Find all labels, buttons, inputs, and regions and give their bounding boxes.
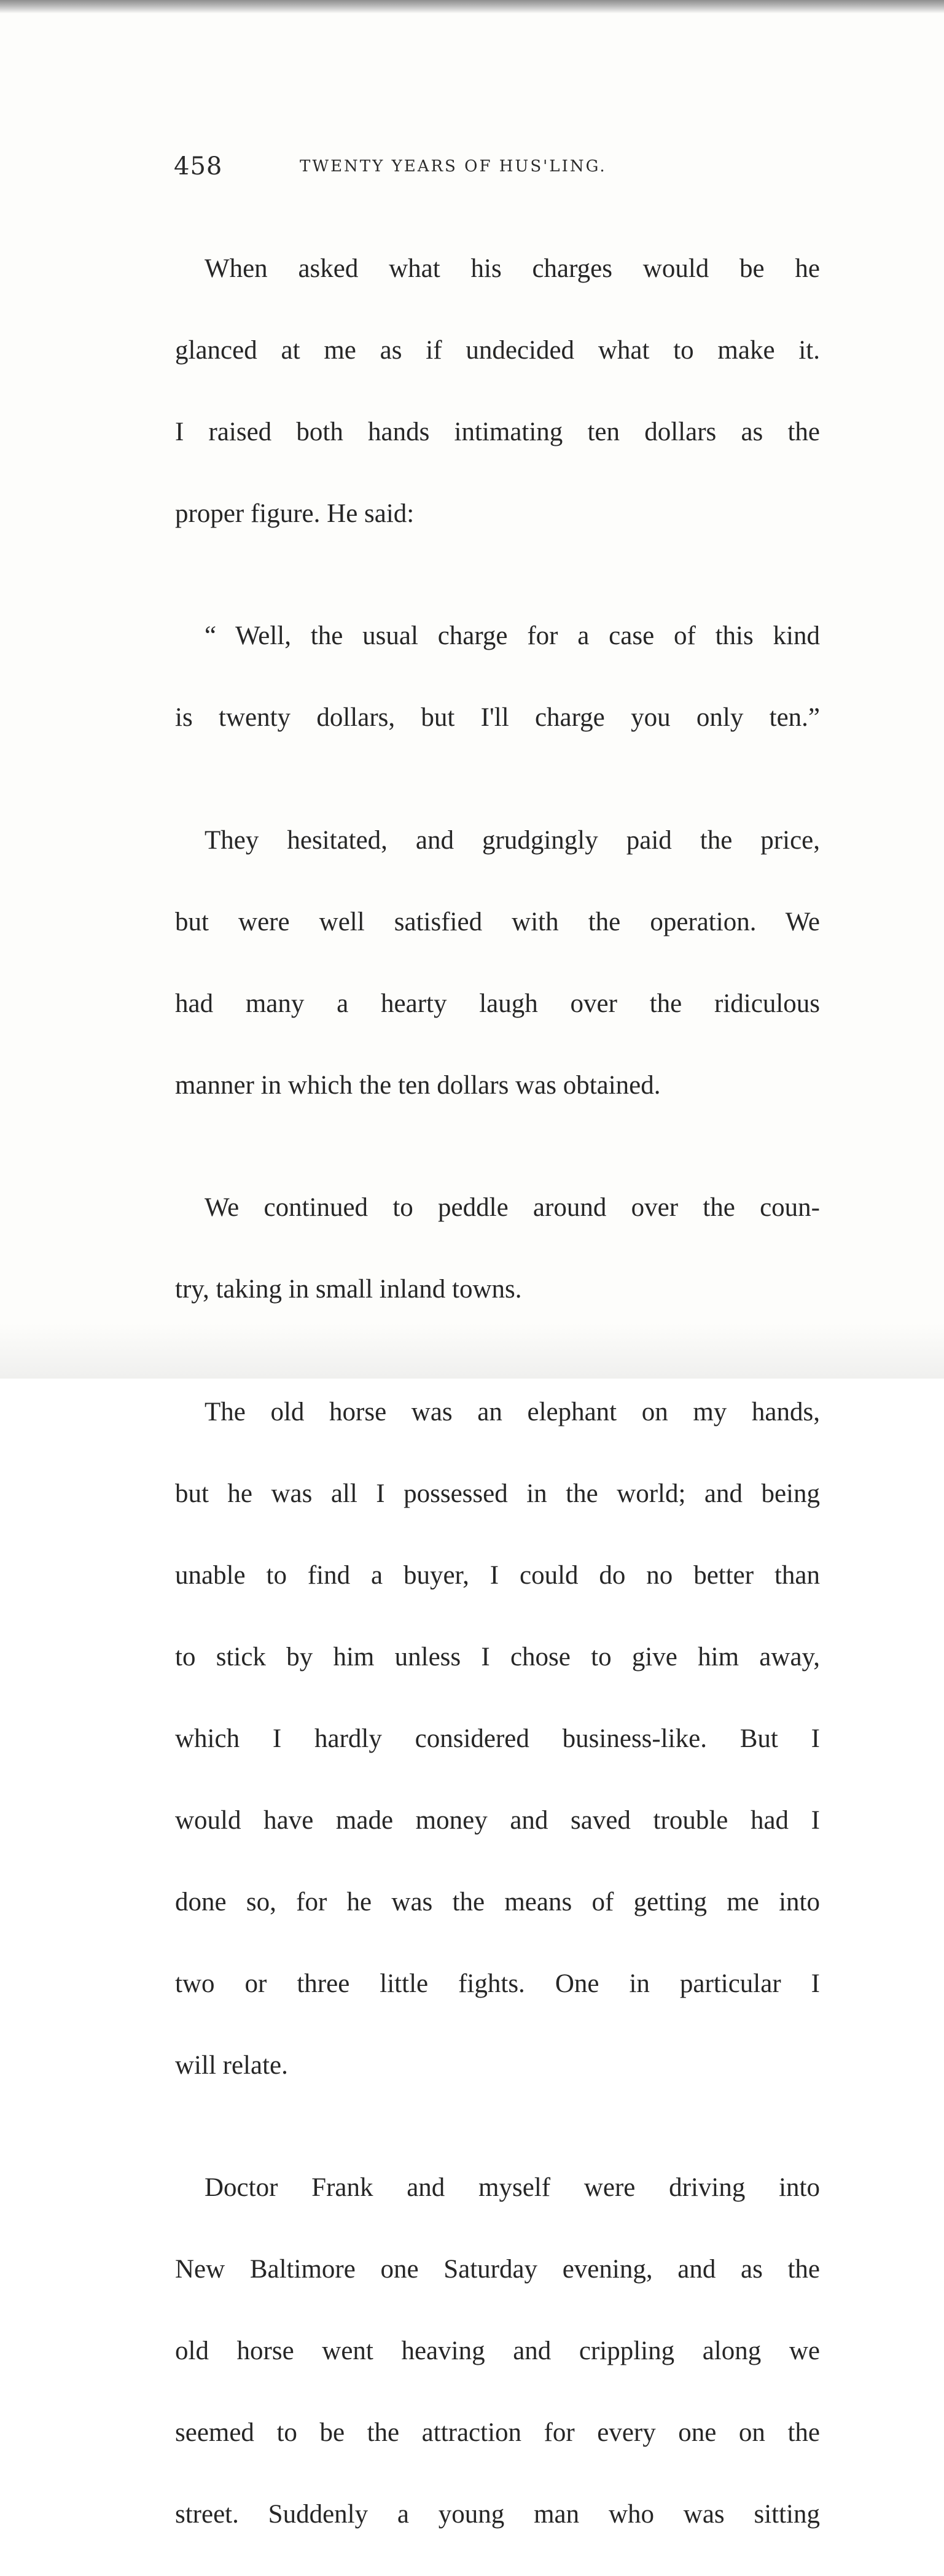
text-line: had many a hearty laugh over the ridiculous	[175, 984, 820, 1025]
text-line: New Baltimore one Saturday evening, and as the	[175, 2249, 820, 2290]
scan-bottom-edge	[0, 1323, 944, 1379]
text-line: but were well satisfied with the operation. We	[175, 902, 820, 943]
text-line: They hesitated, and grudgingly paid the price,	[175, 820, 820, 862]
running-head	[174, 152, 819, 189]
text-line: old horse went heaving and crippling along we	[175, 2331, 820, 2372]
text-line: try, taking in small inland towns.	[175, 1269, 820, 1310]
body-text	[175, 208, 820, 2576]
text-line: which I hardly considered business-like. But I	[175, 1719, 820, 1760]
text-line: When asked what his charges would be he	[175, 249, 820, 290]
text-line: glanced at me as if undecided what to make it.	[175, 330, 820, 372]
paragraph	[175, 1147, 820, 1352]
text-line: street. Suddenly a young man who was sitting	[175, 2494, 820, 2535]
text-line: done so, for he was the means of getting me into	[175, 1882, 820, 1923]
text-line: would have made money and saved trouble had I	[175, 1800, 820, 1842]
paragraph	[175, 1351, 820, 2127]
text-line: is twenty dollars, but I'll charge you only ten.”	[175, 698, 820, 739]
running-title: TWENTY YEARS OF HUS'LING.	[300, 157, 607, 176]
text-line: We continued to peddle around over the coun-	[175, 1188, 820, 1229]
paragraph	[175, 575, 820, 780]
scan-top-edge	[0, 0, 944, 14]
text-line: unable to find a buyer, I could do no better than	[175, 1555, 820, 1597]
text-line: proper figure. He said:	[175, 494, 820, 535]
text-line: but he was all I possessed in the world; and being	[175, 1474, 820, 1515]
text-line: will relate.	[175, 2045, 820, 2087]
text-line: The old horse was an elephant on my hands,	[175, 1392, 820, 1433]
text-line: Doctor Frank and myself were driving into	[175, 2168, 820, 2209]
text-line: seemed to be the attraction for every one on the	[175, 2413, 820, 2454]
text-line: two or three little fights. One in particular I	[175, 1964, 820, 2005]
paragraph	[175, 2127, 820, 2576]
text-line: manner in which the ten dollars was obtained.	[175, 1065, 820, 1107]
page-number: 458	[174, 152, 222, 181]
text-line: to stick by him unless I chose to give him away,	[175, 1637, 820, 1678]
text-line: “ Well, the usual charge for a case of this kind	[175, 616, 820, 657]
text-line: I raised both hands intimating ten dollars as the	[175, 412, 820, 453]
paragraph	[175, 208, 820, 575]
paragraph	[175, 779, 820, 1147]
